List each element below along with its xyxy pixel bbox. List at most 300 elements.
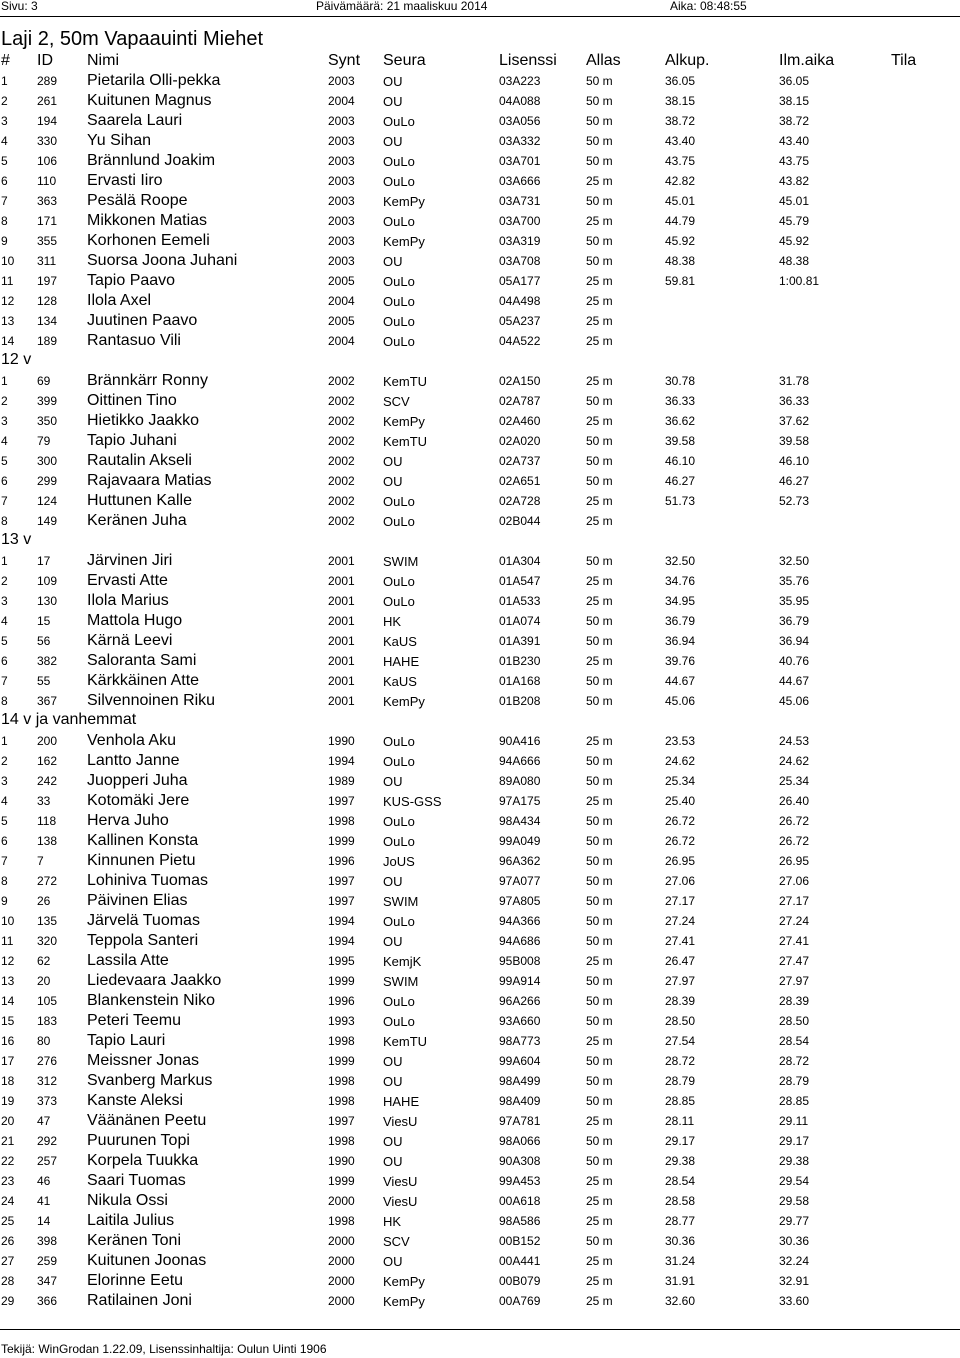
- result-row: [0, 1050, 960, 1070]
- cell-pool: 50 m: [586, 874, 613, 888]
- cell-rank: 5: [1, 154, 8, 168]
- cell-id: 350: [37, 414, 58, 428]
- cell-rank: 7: [1, 194, 8, 208]
- cell-id: 312: [37, 1074, 58, 1088]
- cell-entry: 59.81: [665, 274, 696, 288]
- cell-time: 28.39: [779, 994, 810, 1008]
- result-row: [0, 310, 960, 330]
- result-row: [0, 70, 960, 90]
- cell-lic: 01A547: [499, 574, 541, 588]
- cell-rank: 8: [1, 514, 8, 528]
- cell-club: OU: [383, 874, 403, 889]
- page-number: Sivu: 3: [1, 0, 38, 13]
- cell-name: Kallinen Konsta: [87, 832, 199, 849]
- cell-name: Rajavaara Matias: [87, 472, 212, 489]
- cell-pool: 25 m: [586, 214, 613, 228]
- cell-lic: 90A416: [499, 734, 541, 748]
- cell-synt: 2001: [328, 554, 355, 568]
- cell-lic: 94A666: [499, 754, 541, 768]
- cell-time: 36.05: [779, 74, 810, 88]
- cell-time: 43.82: [779, 174, 810, 188]
- cell-club: OuLo: [383, 154, 415, 169]
- cell-pool: 50 m: [586, 974, 613, 988]
- result-row: [0, 870, 960, 890]
- cell-lic: 98A434: [499, 814, 541, 828]
- cell-id: 382: [37, 654, 58, 668]
- cell-id: 272: [37, 874, 58, 888]
- cell-time: 38.72: [779, 114, 810, 128]
- cell-time: 37.62: [779, 414, 810, 428]
- cell-time: 28.79: [779, 1074, 810, 1088]
- cell-name: Keränen Toni: [87, 1232, 181, 1249]
- result-row: [0, 330, 960, 350]
- cell-synt: 2005: [328, 314, 355, 328]
- cell-rank: 8: [1, 874, 8, 888]
- col-club: Seura: [383, 52, 426, 69]
- cell-synt: 1997: [328, 894, 355, 908]
- cell-club: OU: [383, 74, 403, 89]
- cell-pool: 50 m: [586, 754, 613, 768]
- cell-club: OU: [383, 454, 403, 469]
- cell-pool: 50 m: [586, 474, 613, 488]
- cell-lic: 03A708: [499, 254, 541, 268]
- cell-lic: 01A533: [499, 594, 541, 608]
- cell-pool: 25 m: [586, 1194, 613, 1208]
- cell-time: 29.58: [779, 1194, 810, 1208]
- cell-entry: 43.40: [665, 134, 696, 148]
- cell-time: 43.40: [779, 134, 810, 148]
- cell-id: 330: [37, 134, 58, 148]
- cell-rank: 25: [1, 1214, 15, 1228]
- cell-rank: 1: [1, 554, 8, 568]
- cell-id: 257: [37, 1154, 58, 1168]
- cell-synt: 2002: [328, 434, 355, 448]
- cell-rank: 8: [1, 694, 8, 708]
- cell-rank: 12: [1, 954, 15, 968]
- cell-pool: 25 m: [586, 1114, 613, 1128]
- cell-club: OU: [383, 1134, 403, 1149]
- cell-club: OuLo: [383, 994, 415, 1009]
- cell-name: Mikkonen Matias: [87, 212, 208, 229]
- cell-club: KaUS: [383, 674, 417, 689]
- cell-rank: 17: [1, 1054, 15, 1068]
- cell-pool: 25 m: [586, 1294, 613, 1308]
- cell-rank: 14: [1, 994, 15, 1008]
- cell-club: OuLo: [383, 334, 415, 349]
- cell-name: Saloranta Sami: [87, 652, 197, 669]
- cell-lic: 02A737: [499, 454, 541, 468]
- cell-time: 27.41: [779, 934, 810, 948]
- col-id: ID: [37, 52, 53, 69]
- cell-rank: 18: [1, 1074, 15, 1088]
- cell-id: 311: [37, 254, 57, 268]
- cell-pool: 25 m: [586, 654, 613, 668]
- cell-club: OuLo: [383, 754, 415, 769]
- footer-text: Tekijä: WinGrodan 1.22.09, Lisenssinhaltija: Oulun Uinti 1906: [1, 1342, 327, 1356]
- cell-lic: 05A177: [499, 274, 541, 288]
- cell-entry: 45.92: [665, 234, 696, 248]
- cell-synt: 1990: [328, 734, 355, 748]
- cell-lic: 04A498: [499, 294, 541, 308]
- cell-id: 26: [37, 894, 51, 908]
- cell-club: KemPy: [383, 414, 425, 429]
- cell-id: 355: [37, 234, 58, 248]
- cell-entry: 45.06: [665, 694, 696, 708]
- cell-pool: 50 m: [586, 934, 613, 948]
- cell-lic: 01A168: [499, 674, 541, 688]
- cell-rank: 20: [1, 1114, 15, 1128]
- cell-name: Mattola Hugo: [87, 612, 183, 629]
- cell-lic: 01A304: [499, 554, 541, 568]
- cell-name: Nikula Ossi: [87, 1192, 168, 1209]
- cell-synt: 1997: [328, 794, 355, 808]
- result-row: [0, 790, 960, 810]
- cell-rank: 7: [1, 494, 8, 508]
- cell-synt: 2005: [328, 274, 355, 288]
- cell-synt: 2002: [328, 394, 355, 408]
- cell-pool: 50 m: [586, 774, 613, 788]
- cell-lic: 02B044: [499, 514, 541, 528]
- cell-club: OuLo: [383, 214, 415, 229]
- cell-rank: 10: [1, 254, 15, 268]
- cell-pool: 50 m: [586, 154, 613, 168]
- cell-pool: 50 m: [586, 1014, 613, 1028]
- cell-name: Pesälä Roope: [87, 192, 188, 209]
- cell-club: OuLo: [383, 574, 415, 589]
- result-row: [0, 110, 960, 130]
- cell-time: 24.62: [779, 754, 810, 768]
- cell-id: 46: [37, 1174, 51, 1188]
- cell-rank: 6: [1, 474, 8, 488]
- cell-id: 261: [37, 94, 58, 108]
- result-row: [0, 190, 960, 210]
- cell-name: Elorinne Eetu: [87, 1272, 184, 1289]
- cell-rank: 4: [1, 434, 8, 448]
- cell-time: 28.54: [779, 1034, 810, 1048]
- cell-id: 373: [37, 1094, 58, 1108]
- cell-entry: 28.85: [665, 1094, 696, 1108]
- cell-synt: 2003: [328, 74, 355, 88]
- cell-name: Herva Juho: [87, 812, 169, 829]
- cell-id: 130: [37, 594, 58, 608]
- cell-pool: 25 m: [586, 1214, 613, 1228]
- cell-name: Ervasti Iiro: [87, 172, 163, 189]
- cell-pool: 25 m: [586, 1274, 613, 1288]
- cell-entry: 39.76: [665, 654, 696, 668]
- cell-club: OU: [383, 934, 403, 949]
- cell-pool: 25 m: [586, 794, 613, 808]
- cell-id: 171: [37, 214, 58, 228]
- cell-name: Rautalin Akseli: [87, 452, 192, 469]
- cell-name: Lantto Janne: [87, 752, 180, 769]
- cell-lic: 01A391: [499, 634, 541, 648]
- cell-synt: 1998: [328, 814, 355, 828]
- cell-entry: 36.94: [665, 634, 696, 648]
- cell-id: 79: [37, 434, 51, 448]
- cell-synt: 2000: [328, 1194, 355, 1208]
- cell-rank: 19: [1, 1094, 15, 1108]
- result-row: [0, 1070, 960, 1090]
- cell-club: OuLo: [383, 594, 415, 609]
- col-name: Nimi: [87, 52, 119, 69]
- cell-synt: 1999: [328, 974, 355, 988]
- cell-club: SWIM: [383, 894, 419, 909]
- cell-pool: 25 m: [586, 274, 613, 288]
- cell-synt: 2001: [328, 574, 355, 588]
- cell-lic: 01B208: [499, 694, 541, 708]
- cell-name: Ilola Marius: [87, 592, 169, 609]
- result-row: [0, 430, 960, 450]
- cell-rank: 10: [1, 914, 15, 928]
- cell-rank: 29: [1, 1294, 15, 1308]
- cell-entry: 30.36: [665, 1234, 696, 1248]
- cell-synt: 1993: [328, 1014, 355, 1028]
- cell-synt: 1998: [328, 1034, 355, 1048]
- cell-id: 138: [37, 834, 58, 848]
- result-row: [0, 970, 960, 990]
- cell-time: 29.11: [779, 1114, 809, 1128]
- cell-id: 276: [37, 1054, 58, 1068]
- result-row: [0, 950, 960, 970]
- cell-club: OU: [383, 94, 403, 109]
- result-row: [0, 1190, 960, 1210]
- cell-time: 29.38: [779, 1154, 810, 1168]
- result-row: [0, 1130, 960, 1150]
- cell-synt: 2002: [328, 454, 355, 468]
- cell-synt: 2004: [328, 334, 355, 348]
- cell-entry: 44.79: [665, 214, 696, 228]
- cell-time: 44.67: [779, 674, 810, 688]
- cell-id: 7: [37, 854, 44, 868]
- cell-name: Juopperi Juha: [87, 772, 188, 789]
- cell-entry: 23.53: [665, 734, 696, 748]
- cell-lic: 04A088: [499, 94, 541, 108]
- cell-entry: 29.38: [665, 1154, 696, 1168]
- cell-synt: 2003: [328, 194, 355, 208]
- result-row: [0, 670, 960, 690]
- cell-club: OuLo: [383, 494, 415, 509]
- footer-divider: [0, 1329, 960, 1330]
- cell-id: 162: [37, 754, 58, 768]
- result-row: [0, 630, 960, 650]
- cell-lic: 01B230: [499, 654, 541, 668]
- result-row: [0, 770, 960, 790]
- cell-time: 38.15: [779, 94, 810, 108]
- cell-id: 183: [37, 1014, 58, 1028]
- cell-synt: 1990: [328, 1154, 355, 1168]
- cell-lic: 04A522: [499, 334, 541, 348]
- cell-time: 43.75: [779, 154, 810, 168]
- result-row: [0, 850, 960, 870]
- cell-lic: 02A651: [499, 474, 541, 488]
- cell-id: 15: [37, 614, 51, 628]
- cell-rank: 1: [1, 374, 8, 388]
- cell-entry: 27.17: [665, 894, 696, 908]
- result-row: [0, 730, 960, 750]
- result-row: [0, 130, 960, 150]
- result-row: [0, 510, 960, 530]
- cell-pool: 50 m: [586, 694, 613, 708]
- cell-synt: 2003: [328, 154, 355, 168]
- cell-time: 45.01: [779, 194, 810, 208]
- print-time: Aika: 08:48:55: [670, 0, 747, 13]
- result-row: [0, 1290, 960, 1310]
- cell-name: Venhola Aku: [87, 732, 176, 749]
- cell-time: 26.95: [779, 854, 810, 868]
- result-row: [0, 270, 960, 290]
- cell-pool: 25 m: [586, 494, 613, 508]
- cell-entry: 38.15: [665, 94, 696, 108]
- cell-id: 109: [37, 574, 58, 588]
- cell-entry: 44.67: [665, 674, 696, 688]
- cell-rank: 3: [1, 594, 8, 608]
- cell-lic: 93A660: [499, 1014, 541, 1028]
- cell-time: 36.79: [779, 614, 810, 628]
- cell-synt: 1997: [328, 874, 355, 888]
- cell-name: Tapio Juhani: [87, 432, 177, 449]
- result-row: [0, 690, 960, 710]
- cell-pool: 25 m: [586, 1174, 613, 1188]
- cell-time: 52.73: [779, 494, 810, 508]
- cell-time: 32.91: [779, 1274, 810, 1288]
- cell-club: OuLo: [383, 1014, 415, 1029]
- cell-club: KemPy: [383, 194, 425, 209]
- cell-entry: 28.77: [665, 1214, 696, 1228]
- cell-time: 27.97: [779, 974, 810, 988]
- cell-id: 134: [37, 314, 58, 328]
- cell-club: SCV: [383, 394, 410, 409]
- cell-rank: 2: [1, 394, 8, 408]
- cell-rank: 22: [1, 1154, 15, 1168]
- cell-entry: 26.72: [665, 814, 696, 828]
- cell-pool: 50 m: [586, 814, 613, 828]
- cell-pool: 50 m: [586, 554, 613, 568]
- cell-time: 25.34: [779, 774, 810, 788]
- cell-synt: 2000: [328, 1274, 355, 1288]
- cell-club: HAHE: [383, 1094, 420, 1109]
- cell-id: 62: [37, 954, 51, 968]
- cell-id: 242: [37, 774, 58, 788]
- cell-rank: 8: [1, 214, 8, 228]
- cell-club: ViesU: [383, 1194, 418, 1209]
- cell-lic: 99A604: [499, 1054, 541, 1068]
- cell-time: 35.76: [779, 574, 810, 588]
- cell-entry: 34.76: [665, 574, 696, 588]
- cell-synt: 1999: [328, 1054, 355, 1068]
- cell-id: 135: [37, 914, 58, 928]
- cell-rank: 14: [1, 334, 15, 348]
- cell-synt: 1989: [328, 774, 355, 788]
- result-row: [0, 830, 960, 850]
- cell-name: Blankenstein Niko: [87, 992, 216, 1009]
- cell-entry: 25.34: [665, 774, 696, 788]
- result-row: [0, 490, 960, 510]
- cell-pool: 50 m: [586, 634, 613, 648]
- cell-pool: 50 m: [586, 1094, 613, 1108]
- event-title: Laji 2, 50m Vapaauinti Miehet: [1, 28, 264, 50]
- cell-rank: 5: [1, 814, 8, 828]
- cell-club: HK: [383, 1214, 402, 1229]
- cell-rank: 27: [1, 1254, 15, 1268]
- cell-name: Kärkkäinen Atte: [87, 672, 200, 689]
- cell-club: KemPy: [383, 234, 425, 249]
- result-row: [0, 910, 960, 930]
- cell-id: 20: [37, 974, 51, 988]
- cell-club: JoUS: [383, 854, 415, 869]
- cell-id: 398: [37, 1234, 58, 1248]
- cell-lic: 03A319: [499, 234, 541, 248]
- result-row: [0, 150, 960, 170]
- cell-id: 367: [37, 694, 58, 708]
- cell-lic: 94A686: [499, 934, 541, 948]
- cell-club: KemTU: [383, 434, 428, 449]
- cell-id: 56: [37, 634, 51, 648]
- cell-name: Peteri Teemu: [87, 1012, 181, 1029]
- cell-lic: 90A308: [499, 1154, 541, 1168]
- cell-club: OU: [383, 134, 403, 149]
- cell-entry: 42.82: [665, 174, 696, 188]
- cell-synt: 2002: [328, 474, 355, 488]
- result-row: [0, 590, 960, 610]
- cell-entry: 29.17: [665, 1134, 696, 1148]
- cell-lic: 97A175: [499, 794, 541, 808]
- cell-synt: 1999: [328, 834, 355, 848]
- cell-id: 17: [37, 554, 51, 568]
- cell-entry: 26.47: [665, 954, 696, 968]
- col-synt: Synt: [328, 52, 361, 69]
- cell-time: 36.33: [779, 394, 810, 408]
- cell-id: 128: [37, 294, 58, 308]
- cell-pool: 50 m: [586, 894, 613, 908]
- cell-time: 27.24: [779, 914, 810, 928]
- result-row: [0, 1090, 960, 1110]
- cell-club: OU: [383, 1054, 403, 1069]
- cell-rank: 4: [1, 794, 8, 808]
- cell-club: KemjK: [383, 954, 422, 969]
- cell-club: OuLo: [383, 734, 415, 749]
- cell-synt: 1999: [328, 1174, 355, 1188]
- cell-time: 29.77: [779, 1214, 810, 1228]
- cell-id: 118: [37, 814, 57, 828]
- cell-entry: 28.50: [665, 1014, 696, 1028]
- cell-lic: 03A666: [499, 174, 541, 188]
- cell-name: Kotomäki Jere: [87, 792, 190, 809]
- cell-lic: 98A773: [499, 1034, 541, 1048]
- cell-lic: 02A460: [499, 414, 541, 428]
- cell-id: 41: [37, 1194, 51, 1208]
- cell-name: Brännlund Joakim: [87, 152, 216, 169]
- result-row: [0, 210, 960, 230]
- cell-club: OU: [383, 774, 403, 789]
- cell-club: HK: [383, 614, 402, 629]
- cell-time: 29.54: [779, 1174, 810, 1188]
- cell-time: 46.10: [779, 454, 810, 468]
- cell-name: Saarela Lauri: [87, 112, 183, 129]
- cell-name: Yu Sihan: [87, 132, 152, 149]
- cell-club: OuLo: [383, 114, 415, 129]
- cell-entry: 34.95: [665, 594, 696, 608]
- cell-time: 32.24: [779, 1254, 810, 1268]
- age-group-title: 14 v ja vanhemmat: [1, 711, 137, 728]
- result-row: [0, 890, 960, 910]
- cell-entry: 28.72: [665, 1054, 696, 1068]
- cell-entry: 51.73: [665, 494, 696, 508]
- cell-name: Liedevaara Jaakko: [87, 972, 222, 989]
- cell-synt: 1998: [328, 1094, 355, 1108]
- cell-name: Kuitunen Joonas: [87, 1252, 207, 1269]
- cell-rank: 15: [1, 1014, 15, 1028]
- cell-rank: 5: [1, 634, 8, 648]
